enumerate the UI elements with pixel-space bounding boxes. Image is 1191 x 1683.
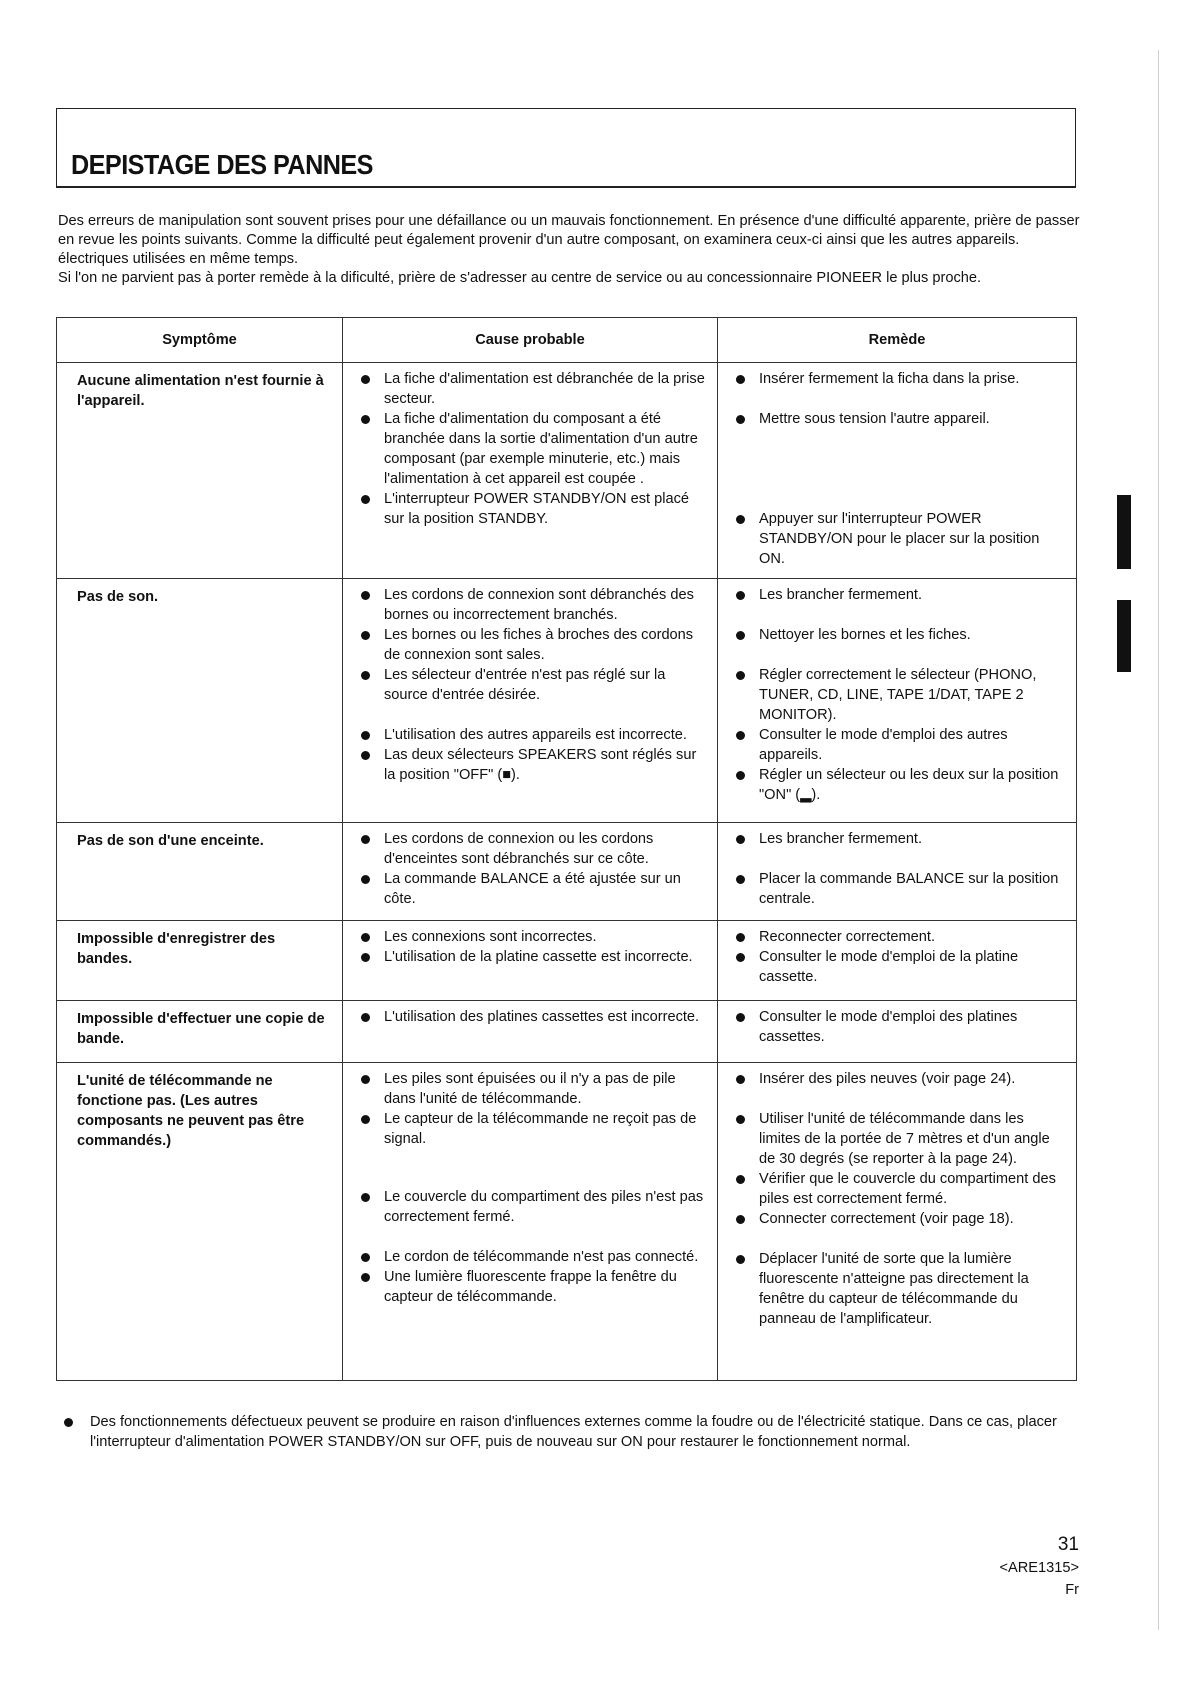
- table-header-row: [57, 318, 1077, 363]
- cause-cell: [343, 1063, 718, 1381]
- cause-item: La fiche d'alimentation est débranchée de la prise secteur.: [357, 369, 709, 409]
- cause-item: L'utilisation des platines cassettes est incorrecte.: [357, 1007, 709, 1027]
- remedy-item: Placer la commande BALANCE sur la position centrale.: [732, 869, 1068, 909]
- section-tab-marker: [1117, 495, 1131, 569]
- table-row: [57, 1001, 1077, 1063]
- table-row: [57, 579, 1077, 823]
- intro-text: [58, 212, 1088, 288]
- cause-item: Le cordon de télécommande n'est pas connecté.: [357, 1247, 709, 1267]
- remedy-item: Reconnecter correctement.: [732, 927, 1068, 947]
- document-code: <ARE1315>: [999, 1560, 1079, 1576]
- remedy-item: Les brancher fermement.: [732, 585, 1068, 605]
- remedy-item: Appuyer sur l'interrupteur POWER STANDBY/ON pour le placer sur la position ON.: [732, 509, 1068, 569]
- remedy-cell: [718, 823, 1077, 921]
- remedy-item: Insérer des piles neuves (voir page 24).: [732, 1069, 1068, 1089]
- cause-item: Las deux sélecteurs SPEAKERS sont réglés sur la position "OFF" (■).: [357, 745, 709, 785]
- cause-cell: [343, 363, 718, 579]
- cause-item: La commande BALANCE a été ajustée sur un côte.: [357, 869, 709, 909]
- remedy-item: Consulter le mode d'emploi des autres appareils.: [732, 725, 1068, 765]
- page-number: 31: [1057, 1534, 1079, 1555]
- title-underline: [56, 186, 1076, 188]
- table-row: [57, 363, 1077, 579]
- cause-cell: [343, 823, 718, 921]
- cause-item: Les connexions sont incorrectes.: [357, 927, 709, 947]
- cause-cell: [343, 579, 718, 823]
- cause-item: La fiche d'alimentation du composant a été branchée dans la sortie d'alimentation d'un autre composant (par exemple minuterie, etc.) mais l'alimentation à cet appareil est coupée .: [357, 409, 709, 489]
- remedy-cell: [718, 1063, 1077, 1381]
- page-title: DEPISTAGE DES PANNES: [71, 149, 373, 180]
- remedy-item: Nettoyer les bornes et les fiches.: [732, 625, 1068, 645]
- remedy-cell: [718, 579, 1077, 823]
- remedy-item: Utiliser l'unité de télécommande dans les limites de la portée de 7 mètres et d'un angle de 30 degrés (se reporter à la page 24).: [732, 1109, 1068, 1169]
- table-row: [57, 1063, 1077, 1381]
- remedy-item: Mettre sous tension l'autre appareil.: [732, 409, 1068, 429]
- remedy-cell: [718, 1001, 1077, 1063]
- intro-paragraph: Si l'on ne parvient pas à porter remède à la dificulté, prière de s'adresser au centre de service ou au concessionnaire PIONEER le plus proche.: [58, 270, 982, 286]
- footnote-item: Des fonctionnements défectueux peuvent se produire en raison d'influences externes comme la foudre ou de l'électricité statique. Dans ce cas, placer l'interrupteur d'alimentation POWER STANDBY/ON sur OFF, puis de nouveau sur ON pour restaurer le fonctionnement normal.: [62, 1412, 1082, 1452]
- remedy-cell: [718, 921, 1077, 1001]
- cause-item: Une lumière fluorescente frappe la fenêtre du capteur de télécommande.: [357, 1267, 709, 1307]
- troubleshooting-table: [56, 317, 1077, 1381]
- page-edge-line: [1158, 50, 1159, 1630]
- table-row: [57, 921, 1077, 1001]
- title-box: [56, 108, 1076, 188]
- symptom-cell: Impossible d'enregistrer des bandes.: [57, 921, 343, 1001]
- cause-item: Les sélecteur d'entrée n'est pas réglé sur la source d'entrée désirée.: [357, 665, 709, 705]
- cause-item: Le couvercle du compartiment des piles n'est pas correctement fermé.: [357, 1187, 709, 1227]
- table-row: [57, 823, 1077, 921]
- header-cause: Cause probable: [343, 318, 718, 363]
- remedy-item: Vérifier que le couvercle du compartiment des piles est correctement fermé.: [732, 1169, 1068, 1209]
- cause-item: L'utilisation de la platine cassette est incorrecte.: [357, 947, 709, 967]
- cause-item: Les cordons de connexion sont débranchés des bornes ou incorrectement branchés.: [357, 585, 709, 625]
- remedy-item: Régler un sélecteur ou les deux sur la position "ON" (▂).: [732, 765, 1068, 805]
- intro-paragraph: Des erreurs de manipulation sont souvent prises pour une défaillance ou un mauvais fonctionnement. En présence d'une difficulté apparente, prière de passer en revue les points suivants. Comme la difficulté peut également provenir d'un autre composant, on examinera ceux-ci ainsi que les autres appareils. électriques utilisées en même temps.: [58, 213, 1080, 267]
- cause-cell: [343, 1001, 718, 1063]
- symptom-cell: Pas de son d'une enceinte.: [57, 823, 343, 921]
- language-code: Fr: [1065, 1582, 1079, 1598]
- symptom-cell: Impossible d'effectuer une copie de bande.: [57, 1001, 343, 1063]
- remedy-item: Déplacer l'unité de sorte que la lumière fluorescente n'atteigne pas directement la fenêtre du capteur de télécommande du panneau de l'amplificateur.: [732, 1249, 1068, 1329]
- header-remedy: Remède: [718, 318, 1077, 363]
- cause-cell: [343, 921, 718, 1001]
- symptom-cell: Aucune alimentation n'est fournie à l'appareil.: [57, 363, 343, 579]
- cause-item: Le capteur de la télécommande ne reçoit pas de signal.: [357, 1109, 709, 1149]
- cause-item: L'utilisation des autres appareils est incorrecte.: [357, 725, 709, 745]
- cause-item: Les piles sont épuisées ou il n'y a pas de pile dans l'unité de télécommande.: [357, 1069, 709, 1109]
- cause-item: Les cordons de connexion ou les cordons d'enceintes sont débranchés sur ce côte.: [357, 829, 709, 869]
- header-symptom: Symptôme: [57, 318, 343, 363]
- remedy-item: Insérer fermement la ficha dans la prise.: [732, 369, 1068, 389]
- remedy-item: Connecter correctement (voir page 18).: [732, 1209, 1068, 1229]
- remedy-item: Consulter le mode d'emploi de la platine cassette.: [732, 947, 1068, 987]
- remedy-cell: [718, 363, 1077, 579]
- cause-item: L'interrupteur POWER STANDBY/ON est placé sur la position STANDBY.: [357, 489, 709, 529]
- cause-item: Les bornes ou les fiches à broches des cordons de connexion sont sales.: [357, 625, 709, 665]
- remedy-item: Régler correctement le sélecteur (PHONO, TUNER, CD, LINE, TAPE 1/DAT, TAPE 2 MONITOR).: [732, 665, 1068, 725]
- section-tab-marker: [1117, 600, 1131, 672]
- footnote: [62, 1412, 1082, 1452]
- symptom-cell: Pas de son.: [57, 579, 343, 823]
- remedy-item: Consulter le mode d'emploi des platines cassettes.: [732, 1007, 1068, 1047]
- symptom-cell: L'unité de télécommande ne fonctione pas. (Les autres composants ne peuvent pas être commandés.): [57, 1063, 343, 1381]
- remedy-item: Les brancher fermement.: [732, 829, 1068, 849]
